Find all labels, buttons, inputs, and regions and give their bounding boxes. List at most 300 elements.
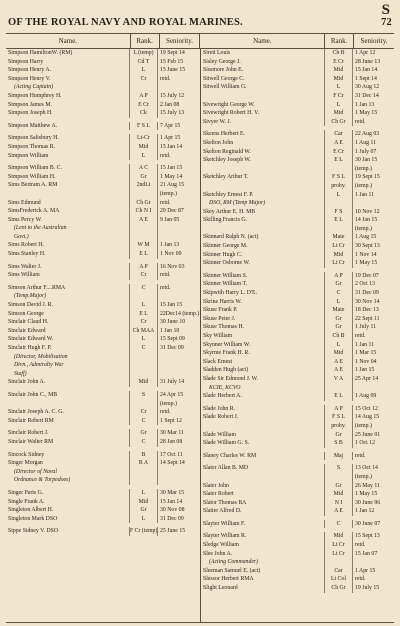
table-row: [6, 241, 200, 250]
table-row: [201, 272, 395, 281]
entry-rank: Mid: [325, 109, 353, 118]
entry-rank: Lt Cr: [325, 242, 353, 251]
entry-rank: L: [325, 298, 353, 307]
entry-seniority: (temp.): [355, 182, 372, 189]
table-row: [6, 417, 200, 426]
entry-rank: L: [130, 66, 158, 75]
entry-name: Sleeman Samuel E. (act): [201, 567, 325, 576]
entry-rank: E L: [130, 250, 158, 259]
entry-name: Govt.): [6, 233, 130, 242]
entry-seniority: [158, 468, 200, 477]
table-row: [201, 358, 395, 367]
entry-name: Slade William G. S.: [201, 439, 325, 448]
entry-seniority: retd.: [160, 284, 171, 291]
table-row: [201, 532, 395, 541]
table-row: [6, 49, 200, 58]
entry-name: Skilling Francis G.: [201, 216, 325, 225]
table-row: [201, 306, 395, 315]
entry-name: [6, 190, 130, 199]
table-row: [201, 413, 395, 422]
entry-seniority: 15 Jan 14: [355, 67, 378, 74]
entry-seniority: (temp.): [355, 473, 372, 480]
entry-name: Sketchley Joseph W.: [201, 156, 325, 165]
entry-name: Skinner William S.: [201, 272, 325, 281]
table-row: [6, 301, 200, 310]
navy-list-table: [6, 33, 394, 623]
entry-name: Simpson William: [6, 152, 130, 161]
entry-rank: A C: [130, 164, 158, 173]
entry-rank: Cr: [130, 271, 158, 280]
table-row: [201, 118, 395, 127]
entry-rank: Lt Cr: [325, 550, 353, 559]
entry-seniority: [353, 199, 395, 208]
entry-rank: Ch Gr: [130, 199, 158, 208]
entry-name: Sinclair John C., MB: [6, 391, 130, 400]
table-row: [6, 438, 200, 447]
entry-rank: E Cr: [325, 58, 353, 67]
entry-name: Skynner William W.: [201, 341, 325, 350]
table-row: [6, 224, 200, 233]
entry-seniority: 31 Dec 09: [160, 345, 184, 351]
table-row: [201, 139, 395, 148]
entry-name: Sinclair Robert J.: [6, 429, 130, 438]
table-row: [6, 190, 200, 199]
entry-rank: L: [130, 489, 158, 498]
left-column-entries: [6, 49, 201, 622]
table-row: [6, 370, 200, 379]
entry-name: Sinclair Joseph A. C. G.: [6, 408, 130, 417]
entry-name: Simson David J. R.: [6, 301, 130, 310]
entry-name: [201, 182, 325, 191]
entry-seniority: (temp.): [160, 190, 177, 197]
entry-rank: [325, 225, 353, 234]
entry-name: Singer Paris G.: [6, 489, 130, 498]
table-row: [201, 208, 395, 217]
entry-rank: C: [325, 520, 353, 529]
table-row: [6, 400, 200, 409]
table-row: [201, 109, 395, 118]
entry-name: Simson Arthur F....RMA: [6, 284, 130, 293]
entry-seniority: 29 Dec 87: [160, 208, 184, 215]
table-row: [201, 567, 395, 576]
entry-rank: Ch Gr: [325, 118, 353, 127]
entry-name: Sims William: [6, 271, 130, 280]
entry-rank: [130, 292, 158, 301]
table-row: [201, 375, 395, 384]
entry-seniority: retd.: [160, 272, 171, 279]
entry-rank: C: [130, 344, 158, 353]
entry-rank: Gr: [325, 431, 353, 440]
entry-name: Simson George: [6, 310, 130, 319]
table-row: [201, 558, 395, 567]
entry-name: Sincock Sidney: [6, 451, 130, 460]
entry-seniority: retd.: [355, 576, 366, 583]
table-row: [201, 507, 395, 516]
table-row: [201, 165, 395, 174]
table-row: [6, 250, 200, 259]
table-row: [6, 199, 200, 208]
entry-rank: Cr: [130, 75, 158, 84]
entry-name: Skinner Osborne W.: [201, 259, 325, 268]
entry-seniority: 10 Nov 12: [355, 208, 380, 215]
entry-seniority: 1 May 15: [355, 110, 378, 117]
entry-seniority: 15 Jan 15: [160, 165, 183, 172]
entry-rank: Ch B: [325, 49, 353, 58]
entry-seniority: 15 Oct 12: [355, 405, 378, 412]
table-row: [201, 541, 395, 550]
entry-seniority: 31 July 14: [160, 379, 185, 386]
col-rank-right: Rank.: [325, 34, 354, 48]
table-row: [6, 207, 200, 216]
table-row: [6, 122, 200, 131]
entry-seniority: 15 Sept 13: [355, 533, 380, 540]
entry-rank: A P: [130, 263, 158, 272]
entry-seniority: 30 June 10: [160, 319, 186, 326]
table-row: [6, 173, 200, 182]
table-row: [6, 152, 200, 161]
entry-rank: E L: [325, 392, 353, 401]
table-row: [6, 83, 200, 92]
entry-name: Sinclair Hugh F. P.: [6, 344, 130, 353]
table-row: [6, 335, 200, 344]
entry-seniority: 1 Aug 09: [355, 393, 377, 400]
table-row: [6, 429, 200, 438]
entry-name: Skipwith Harry L. D'E.: [201, 289, 325, 298]
entry-seniority: 30 Aug 12: [355, 84, 380, 91]
entry-name: Simpson Joseph H.: [6, 109, 130, 118]
entry-rank: Mate: [325, 306, 353, 315]
table-row: [6, 353, 200, 362]
entry-name: Skinnard Ralph N. (act): [201, 233, 325, 242]
entry-name: Sketchley Arthur T.: [201, 173, 325, 182]
table-row: [201, 384, 395, 393]
table-row: [6, 408, 200, 417]
entry-seniority: [158, 292, 200, 301]
entry-rank: [325, 384, 353, 393]
entry-rank: [130, 370, 158, 379]
entry-seniority: 28 June 13: [355, 58, 381, 65]
entry-name: KCIE, KCVO: [201, 384, 325, 393]
entry-seniority: 1 May 14: [160, 173, 183, 180]
entry-name: Slater Allan B. MD: [201, 464, 325, 473]
entry-seniority: 15 Sept 09: [160, 336, 185, 343]
entry-name: Slayter William F.: [201, 520, 325, 529]
entry-rank: F Cr: [325, 92, 353, 101]
entry-seniority: 14 Jan 15: [355, 217, 378, 224]
entry-name: Simpson Humphrey H.: [6, 92, 130, 101]
entry-rank: C: [325, 289, 353, 298]
entry-seniority: 1 May 15: [355, 260, 378, 267]
entry-rank: [325, 558, 353, 567]
entry-name: Single Frank A.: [6, 498, 130, 507]
entry-name: Skinner George M.: [201, 242, 325, 251]
entry-rank: [130, 361, 158, 370]
entry-seniority: 1 July 07: [355, 148, 377, 155]
entry-name: Slack Ernest: [201, 358, 325, 367]
table-row: [201, 191, 395, 200]
entry-rank: S: [130, 391, 158, 400]
entry-seniority: 22 Sept 11: [355, 315, 380, 322]
entry-seniority: 1 Oct 12: [355, 440, 375, 447]
entry-name: Ordnance & Torpedoes): [6, 476, 130, 485]
entry-name: Skyrme Frank H. R.: [201, 349, 325, 358]
entry-seniority: 25 June 01: [355, 431, 381, 438]
entry-rank: B: [130, 451, 158, 460]
table-row: [201, 473, 395, 482]
entry-name: Sisley George J.: [201, 58, 325, 67]
entry-rank: L: [130, 515, 158, 524]
entry-seniority: 25 June 15: [160, 528, 186, 535]
table-row: [6, 527, 200, 536]
entry-seniority: 18 Dec 13: [355, 307, 379, 314]
entry-name: Simpson Harry: [6, 58, 130, 67]
entry-seniority: retd.: [160, 152, 171, 159]
entry-name: Slee John A.: [201, 550, 325, 559]
entry-rank: F S: [325, 208, 353, 217]
table-row: [201, 298, 395, 307]
entry-rank: E Cr: [325, 148, 353, 157]
table-row: [201, 156, 395, 165]
entry-rank: Mid: [325, 532, 353, 541]
entry-rank: A E: [325, 358, 353, 367]
table-row: [6, 109, 200, 118]
entry-name: Slayter William R.: [201, 532, 325, 541]
entry-seniority: 14 Aug 15: [355, 414, 380, 421]
entry-seniority: 1 Jan 11: [355, 191, 375, 198]
table-row: [6, 101, 200, 110]
entry-name: Singer Morgan: [6, 459, 130, 468]
entry-seniority: 2 Oct 13: [355, 281, 375, 288]
entry-seniority: 30 Jan 15: [355, 157, 378, 164]
entry-name: Sladden Hugh (act): [201, 366, 325, 375]
entry-rank: Mid: [130, 498, 158, 507]
table-row: [6, 164, 200, 173]
entry-rank: proby.: [325, 422, 353, 431]
page-number: 72: [381, 17, 392, 28]
entry-seniority: (temp.): [160, 400, 177, 407]
entry-rank: [130, 476, 158, 485]
table-row: [201, 422, 395, 431]
entry-rank: L: [130, 335, 158, 344]
table-row: [201, 225, 395, 234]
table-row: [6, 292, 200, 301]
entry-rank: Maj: [325, 452, 353, 461]
entry-seniority: 19 Dec 07: [355, 272, 379, 279]
entry-rank: Ch MAA: [130, 327, 158, 336]
entry-seniority: 31 Dec 14: [355, 92, 379, 99]
table-row: [6, 327, 200, 336]
entry-name: Sketchley Ernest F. P.: [201, 191, 325, 200]
entry-rank: A P: [325, 272, 353, 281]
entry-seniority: [158, 353, 200, 362]
entry-seniority: 1 May 15: [355, 491, 378, 498]
entry-rank: Lt Cr: [325, 259, 353, 268]
table-row: [6, 143, 200, 152]
entry-seniority: 30 Sept 13: [355, 243, 380, 250]
entry-seniority: 15 July 12: [160, 92, 185, 99]
table-row: [6, 498, 200, 507]
entry-seniority: 30 Nov 14: [355, 298, 380, 305]
entry-name: Sirett Louis: [201, 49, 325, 58]
entry-rank: S: [325, 464, 353, 473]
entry-rank: F S L: [325, 413, 353, 422]
entry-seniority: 22Dec14 (temp.): [160, 310, 200, 317]
entry-seniority: retd.: [160, 199, 171, 206]
entry-name: Sledge William: [201, 541, 325, 550]
entry-seniority: 1 Apr 12: [355, 50, 376, 56]
entry-rank: [325, 199, 353, 208]
entry-rank: Lt-Cr: [130, 134, 158, 143]
entry-rank: Gr: [325, 315, 353, 324]
col-seniority-left: Seniority.: [160, 34, 201, 48]
table-row: [6, 181, 200, 190]
entry-rank: C: [130, 417, 158, 426]
entry-name: Sims Percy W.: [6, 216, 130, 225]
entry-rank: Ch B: [325, 332, 353, 341]
entry-name: Slater John: [201, 482, 325, 491]
table-row: [201, 584, 395, 593]
entry-rank: Mid: [325, 75, 353, 84]
right-column-entries: [201, 49, 395, 622]
entry-name: Simpson William H.: [6, 173, 130, 182]
table-row: [6, 344, 200, 353]
entry-name: Skelton John: [201, 139, 325, 148]
entry-seniority: 15 Feb 15: [160, 58, 184, 65]
entry-name: Slade Herbert A.: [201, 392, 325, 401]
entry-seniority: retd.: [160, 75, 171, 82]
table-row: [201, 464, 395, 473]
table-row: [6, 468, 200, 477]
entry-rank: [130, 353, 158, 362]
table-row: [201, 233, 395, 242]
entry-seniority: 14 Sept 14: [160, 460, 185, 467]
entry-name: DSO, RM (Temp Major): [201, 199, 325, 208]
entry-rank: Gr: [130, 173, 158, 182]
entry-name: Sims Bertram A. RM: [6, 181, 130, 190]
entry-seniority: (temp.): [355, 165, 372, 172]
entry-name: [201, 473, 325, 482]
entry-name: Sivewright Robert H. V.: [201, 109, 325, 118]
table-row: [201, 349, 395, 358]
entry-name: (Director of Naval: [6, 468, 130, 477]
table-row: [6, 310, 200, 319]
entry-name: Singleton Albert H.: [6, 506, 130, 515]
entry-name: Skuse Thomas H.: [201, 323, 325, 332]
entry-name: Sinclair Claud H.: [6, 318, 130, 327]
table-row: [6, 66, 200, 75]
entry-seniority: 15 Jan 14: [160, 498, 183, 505]
column-headers: [6, 34, 394, 49]
entry-rank: Mid: [325, 251, 353, 260]
table-row: [6, 506, 200, 515]
table-row: [201, 92, 395, 101]
entry-name: Sims Edmund: [6, 199, 130, 208]
entry-rank: Mid: [130, 378, 158, 387]
entry-rank: L: [130, 152, 158, 161]
entry-rank: Gr: [130, 429, 158, 438]
page-letter: S: [381, 2, 390, 18]
table-row: [6, 459, 200, 468]
entry-rank: [325, 473, 353, 482]
table-row: [201, 289, 395, 298]
table-row: [201, 452, 395, 461]
entry-seniority: 31 Dec 09: [355, 290, 379, 297]
entry-rank: Mate: [325, 233, 353, 242]
entry-rank: L: [325, 191, 353, 200]
entry-name: Singleton Mark DSO: [6, 515, 130, 524]
table-row: [6, 92, 200, 101]
table-row: [201, 242, 395, 251]
entry-seniority: 26 May 11: [355, 482, 380, 489]
entry-rank: Gr: [325, 482, 353, 491]
entry-name: Simpson James M.: [6, 101, 130, 110]
entry-rank: F S L: [130, 122, 158, 131]
table-row: [201, 575, 395, 584]
col-seniority-right: Seniority.: [360, 37, 388, 45]
entry-seniority: 15 June 15: [160, 67, 186, 74]
entry-rank: A P: [325, 405, 353, 414]
entry-name: Skeens Herbert E.: [201, 130, 325, 139]
entry-name: [201, 225, 325, 234]
entry-name: Simpson Henry V.: [6, 75, 130, 84]
table-row: [6, 476, 200, 485]
entry-seniority: [158, 361, 200, 370]
entry-seniority: 15 Jan 15: [160, 302, 183, 309]
table-row: [6, 378, 200, 387]
table-row: [201, 392, 395, 401]
entry-name: Sinclair Edward W.: [6, 335, 130, 344]
table-row: [201, 490, 395, 499]
entry-seniority: retd.: [355, 333, 366, 339]
entry-seniority: 19 Sept 14: [160, 50, 185, 56]
table-row: [201, 315, 395, 324]
table-row: [201, 259, 395, 268]
entry-name: [201, 422, 325, 431]
entry-rank: L (temp): [130, 49, 158, 58]
entry-seniority: 24 Apr 15: [160, 391, 184, 398]
table-row: [6, 284, 200, 293]
entry-seniority: 30 Nov 08: [160, 507, 185, 514]
entry-seniority: 25 Apr 14: [355, 375, 379, 382]
entry-name: Skey Arthur E. H. MB: [201, 208, 325, 217]
entry-name: Sitwell George C.: [201, 75, 325, 84]
entry-seniority: 17 Oct 11: [160, 451, 183, 458]
entry-seniority: 1 Nov 14: [355, 251, 377, 258]
entry-seniority: 9 Jan 05: [160, 216, 180, 223]
entry-seniority: 19 July 15: [355, 585, 380, 592]
col-name-right: Name.: [200, 34, 325, 48]
entry-name: (Acting Captain): [6, 83, 130, 92]
table-row: [201, 332, 395, 341]
table-row: [201, 182, 395, 191]
entry-rank: Mid: [325, 490, 353, 499]
entry-seniority: 1 Nov 09: [160, 251, 182, 258]
entry-seniority: retd.: [355, 542, 366, 549]
table-row: [201, 75, 395, 84]
entry-name: Slade Robert J.: [201, 413, 325, 422]
entry-rank: C: [130, 438, 158, 447]
entry-seniority: (temp.): [355, 422, 372, 429]
entry-rank: Lt Col: [325, 575, 353, 584]
entry-name: Divn., Admiralty War: [6, 361, 130, 370]
entry-name: Slade William: [201, 431, 325, 440]
entry-seniority: 30 June 07: [355, 520, 381, 527]
entry-seniority: 28 Jan 08: [160, 438, 183, 445]
entry-seniority: 1 Jan 13: [355, 101, 375, 108]
entry-seniority: 21 Aug 15: [160, 182, 185, 189]
entry-seniority: 1 Nov 04: [355, 358, 377, 365]
entry-seniority: 1 Apr 15: [160, 135, 181, 142]
